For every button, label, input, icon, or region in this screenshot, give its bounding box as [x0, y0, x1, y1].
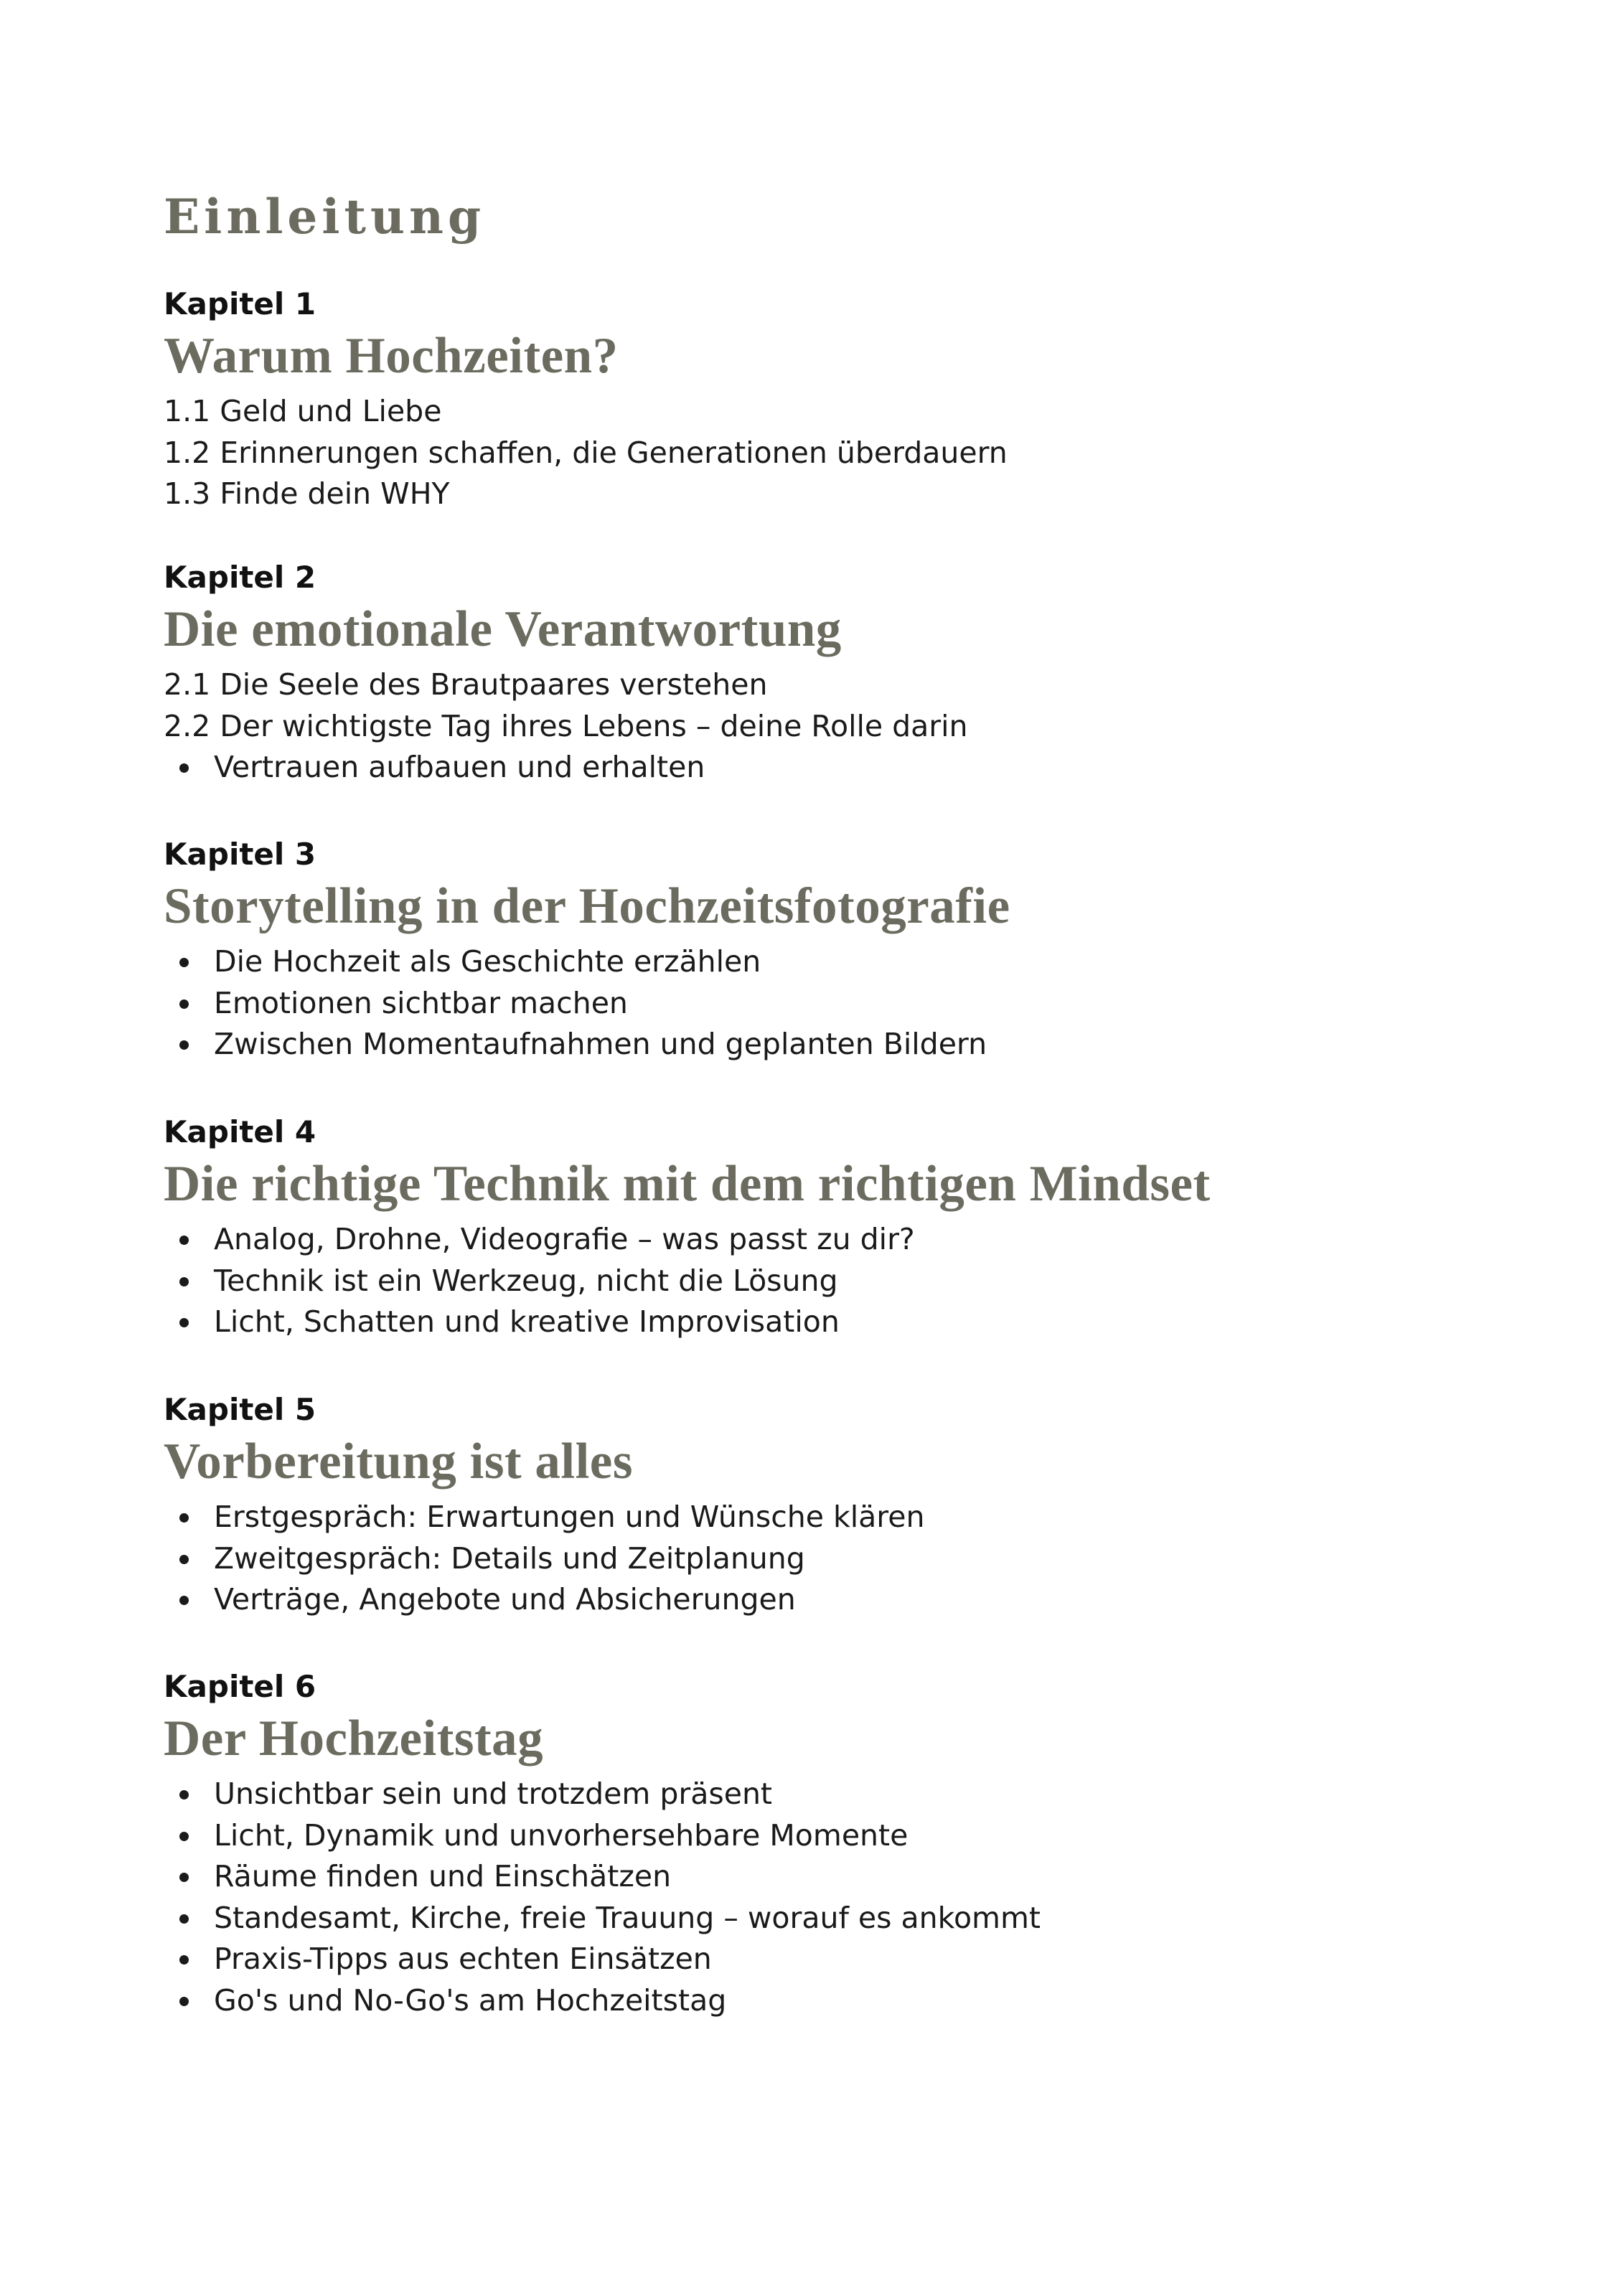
chapter-label: Kapitel 3	[164, 837, 316, 872]
chapter-items	[164, 664, 1527, 789]
chapter-title: Der Hochzeitstag	[164, 1711, 544, 1766]
chapter-items	[164, 1774, 1527, 2021]
chapter-items	[164, 941, 1527, 1065]
chapter-items	[164, 1497, 1527, 1621]
list-item: Erstgespräch: Erwartungen und Wünsche klären	[164, 1497, 1527, 1538]
chapter-2	[164, 557, 1527, 789]
list-item: 1.2 Erinnerungen schaffen, die Generationen überdauern	[164, 435, 1008, 470]
chapter-title: Vorbereitung ist alles	[164, 1434, 633, 1490]
chapter-label: Kapitel 6	[164, 1669, 316, 1704]
list-item: Die Hochzeit als Geschichte erzählen	[164, 941, 1527, 983]
chapter-label: Kapitel 2	[164, 560, 316, 595]
list-item: 1.3 Finde dein WHY	[164, 476, 450, 511]
list-item: Räume finden und Einschätzen	[164, 1856, 1527, 1898]
list-item: Technik ist ein Werkzeug, nicht die Lösung	[164, 1261, 1527, 1302]
list-item: Verträge, Angebote und Absicherungen	[164, 1579, 1527, 1621]
chapter-3	[164, 834, 1527, 1065]
list-item: Standesamt, Kirche, freie Trauung – worauf es ankommt	[164, 1898, 1527, 1939]
list-item: Zweitgespräch: Details und Zeitplanung	[164, 1538, 1527, 1580]
list-item: 1.1 Geld und Liebe	[164, 394, 442, 428]
list-item: Unsichtbar sein und trotzdem präsent	[164, 1774, 1527, 1815]
chapter-5	[164, 1389, 1527, 1621]
chapter-title: Die emotionale Verantwortung	[164, 601, 842, 657]
chapter-label: Kapitel 5	[164, 1392, 316, 1427]
chapter-items	[164, 391, 1527, 515]
intro-heading: Einleitung	[164, 189, 486, 245]
list-item: Analog, Drohne, Videografie – was passt zu dir?	[164, 1219, 1527, 1261]
chapter-title: Die richtige Technik mit dem richtigen Mindset	[164, 1156, 1211, 1212]
chapter-label: Kapitel 1	[164, 286, 316, 321]
chapter-label: Kapitel 4	[164, 1114, 316, 1149]
list-item: Emotionen sichtbar machen	[164, 983, 1527, 1025]
chapter-6	[164, 1666, 1527, 2021]
chapter-title: Storytelling in der Hochzeitsfotografie	[164, 878, 1010, 934]
list-item: Vertrauen aufbauen und erhalten	[164, 747, 1527, 789]
list-item: Licht, Schatten und kreative Improvisation	[164, 1302, 1527, 1343]
chapter-4	[164, 1111, 1527, 1343]
list-item: 2.2 Der wichtigste Tag ihres Lebens – deine Rolle darin	[164, 708, 968, 743]
chapter-1	[164, 283, 1527, 515]
list-item: Praxis-Tipps aus echten Einsätzen	[164, 1939, 1527, 1980]
chapter-title: Warum Hochzeiten?	[164, 328, 619, 384]
list-item: 2.1 Die Seele des Brautpaares verstehen	[164, 667, 768, 702]
list-item: Zwischen Momentaufnahmen und geplanten Bildern	[164, 1024, 1527, 1065]
chapter-items	[164, 1219, 1527, 1343]
list-item: Go's und No-Go's am Hochzeitstag	[164, 1980, 1527, 2022]
list-item: Licht, Dynamik und unvorhersehbare Momente	[164, 1815, 1527, 1857]
